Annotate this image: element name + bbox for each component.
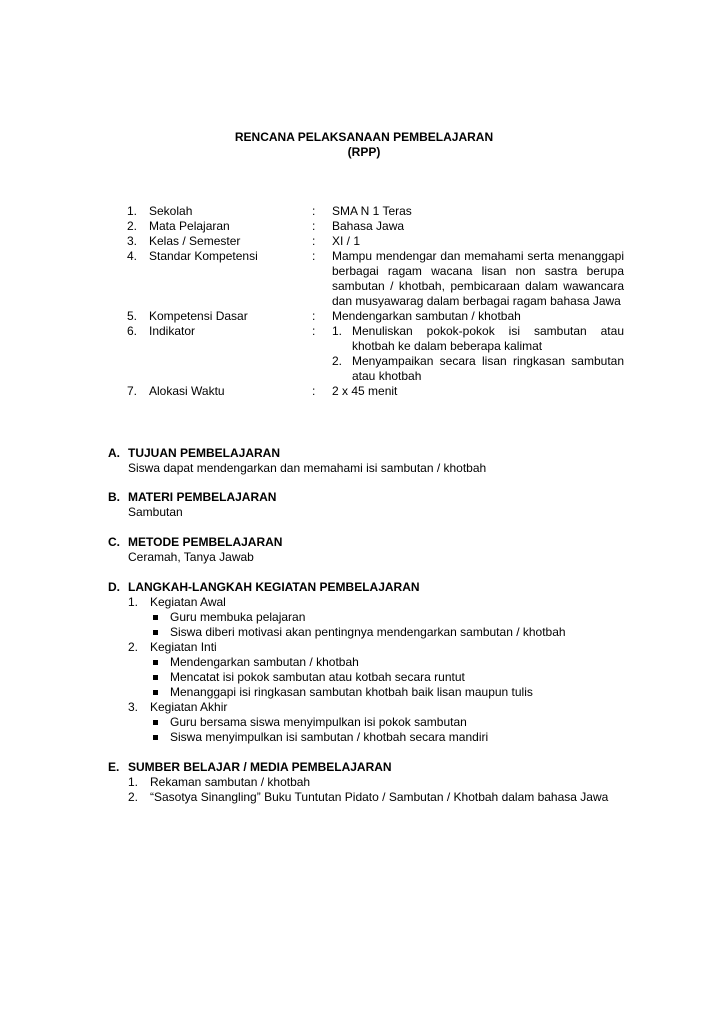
identity-colon: :: [312, 234, 316, 248]
indicator-number: 1.: [332, 324, 343, 338]
identity-row: [127, 234, 624, 249]
square-bullet-icon: [153, 675, 158, 680]
activity-label: Kegiatan Akhir: [150, 700, 228, 714]
section-letter: C.: [108, 535, 120, 549]
section-heading: [108, 535, 668, 550]
section-title: SUMBER BELAJAR / MEDIA PEMBELAJARAN: [128, 760, 392, 774]
bullet-text: Siswa menyimpulkan isi sambutan / khotbah secara mandiri: [170, 730, 489, 744]
square-bullet-icon: [153, 735, 158, 740]
bullet-text: Mencatat isi pokok sambutan atau kotbah secara runtut: [170, 670, 465, 684]
source-number: 2.: [128, 790, 139, 804]
activity-number: 2.: [128, 640, 139, 654]
indicator-text: Menuliskan pokok-pokok isi sambutan atau khotbah ke dalam beberapa kalimat: [352, 324, 624, 353]
indicator-item: [332, 324, 624, 354]
section-heading: [108, 760, 668, 775]
identity-number: 1.: [127, 204, 138, 218]
source-text: “Sasotya Sinangling” Buku Tuntutan Pidato / Sambutan / Khotbah dalam bahasa Jawa: [150, 790, 609, 804]
section-heading: [108, 490, 668, 505]
section-letter: A.: [108, 446, 120, 460]
bullet-text: Guru membuka pelajaran: [170, 610, 306, 624]
bullet-item: [150, 730, 668, 745]
document-title: [0, 130, 728, 160]
section-langkah: [108, 580, 668, 745]
bullet-text: Mendengarkan sambutan / khotbah: [170, 655, 359, 669]
title-line-2: (RPP): [347, 145, 381, 159]
identity-colon: :: [312, 249, 316, 263]
bullet-item: [150, 670, 668, 685]
bullet-item: [150, 655, 668, 670]
identity-colon: :: [312, 204, 316, 218]
section-title: METODE PEMBELAJARAN: [128, 535, 283, 549]
identity-number: 5.: [127, 309, 138, 323]
section-text: Siswa dapat mendengarkan dan memahami isi sambutan / khotbah: [128, 461, 487, 475]
section-tujuan: [108, 446, 668, 476]
identity-label: Kelas / Semester: [149, 234, 241, 248]
identity-colon: :: [312, 324, 316, 338]
activity-item: [128, 595, 668, 610]
identity-row: [127, 324, 624, 384]
identity-list: [127, 204, 624, 399]
identity-value: XI / 1: [332, 234, 361, 248]
identity-label: Sekolah: [149, 204, 193, 218]
indicator-number: 2.: [332, 354, 343, 368]
source-item: [128, 775, 668, 790]
activity-item: [128, 700, 668, 715]
bullet-text: Menanggapi isi ringkasan sambutan khotbah baik lisan maupun tulis: [170, 685, 533, 699]
indicator-item: [332, 354, 624, 384]
bullet-item: [150, 715, 668, 730]
section-materi: [108, 490, 668, 520]
identity-number: 7.: [127, 384, 138, 398]
section-letter: D.: [108, 580, 120, 594]
activity-item: [128, 640, 668, 655]
source-item: [128, 790, 668, 805]
identity-value: Bahasa Jawa: [332, 219, 405, 233]
bullet-item: [150, 685, 668, 700]
source-list: [128, 775, 668, 805]
activity-number: 1.: [128, 595, 139, 609]
section-title: LANGKAH-LANGKAH KEGIATAN PEMBELAJARAN: [128, 580, 420, 594]
identity-colon: :: [312, 384, 316, 398]
square-bullet-icon: [153, 630, 158, 635]
source-number: 1.: [128, 775, 139, 789]
identity-label: Standar Kompetensi: [149, 249, 258, 263]
activity-label: Kegiatan Awal: [150, 595, 226, 609]
bullet-item: [150, 610, 668, 625]
identity-label: Indikator: [149, 324, 196, 338]
identity-number: 6.: [127, 324, 138, 338]
identity-row: [127, 309, 624, 324]
section-title: MATERI PEMBELAJARAN: [128, 490, 277, 504]
activity-list: [128, 595, 668, 745]
bullet-text: Siswa diberi motivasi akan pentingnya mendengarkan sambutan / khotbah: [170, 625, 566, 639]
bullet-item: [150, 625, 668, 640]
identity-row: [127, 204, 624, 219]
identity-row: [127, 219, 624, 234]
section-text: Sambutan: [128, 505, 183, 519]
identity-value: Mampu mendengar dan memahami serta menanggapi berbagai ragam wacana lisan non sastra berupa sambutan / khotbah, pembicaraan dalam wawancara dan musyawarag dalam berbagai ragam bahasa Jawa: [332, 249, 624, 308]
indicator-text: Menyampaikan secara lisan ringkasan sambutan atau khotbah: [352, 354, 624, 383]
section-letter: E.: [108, 760, 120, 774]
bullet-text: Guru bersama siswa menyimpulkan isi pokok sambutan: [170, 715, 467, 729]
activity-number: 3.: [128, 700, 139, 714]
identity-label: Mata Pelajaran: [149, 219, 230, 233]
identity-value: 2 x 45 menit: [332, 384, 398, 398]
section-sumber: [108, 760, 668, 805]
activity-label: Kegiatan Inti: [150, 640, 217, 654]
identity-value: SMA N 1 Teras: [332, 204, 412, 218]
section-title: TUJUAN PEMBELAJARAN: [128, 446, 281, 460]
identity-colon: :: [312, 309, 316, 323]
title-line-1: RENCANA PELAKSANAAN PEMBELAJARAN: [234, 130, 494, 144]
identity-value: Mendengarkan sambutan / khotbah: [332, 309, 521, 323]
indicator-list: [332, 324, 624, 384]
square-bullet-icon: [153, 660, 158, 665]
identity-label: Kompetensi Dasar: [149, 309, 248, 323]
square-bullet-icon: [153, 615, 158, 620]
section-text: Ceramah, Tanya Jawab: [128, 550, 254, 564]
section-metode: [108, 535, 668, 565]
section-heading: [108, 580, 668, 595]
square-bullet-icon: [153, 690, 158, 695]
identity-label: Alokasi Waktu: [149, 384, 225, 398]
identity-row: [127, 384, 624, 399]
source-text: Rekaman sambutan / khotbah: [150, 775, 311, 789]
identity-colon: :: [312, 219, 316, 233]
identity-number: 3.: [127, 234, 138, 248]
section-heading: [108, 446, 668, 461]
identity-row: [127, 249, 624, 309]
section-letter: B.: [108, 490, 120, 504]
identity-number: 4.: [127, 249, 138, 263]
square-bullet-icon: [153, 720, 158, 725]
identity-number: 2.: [127, 219, 138, 233]
